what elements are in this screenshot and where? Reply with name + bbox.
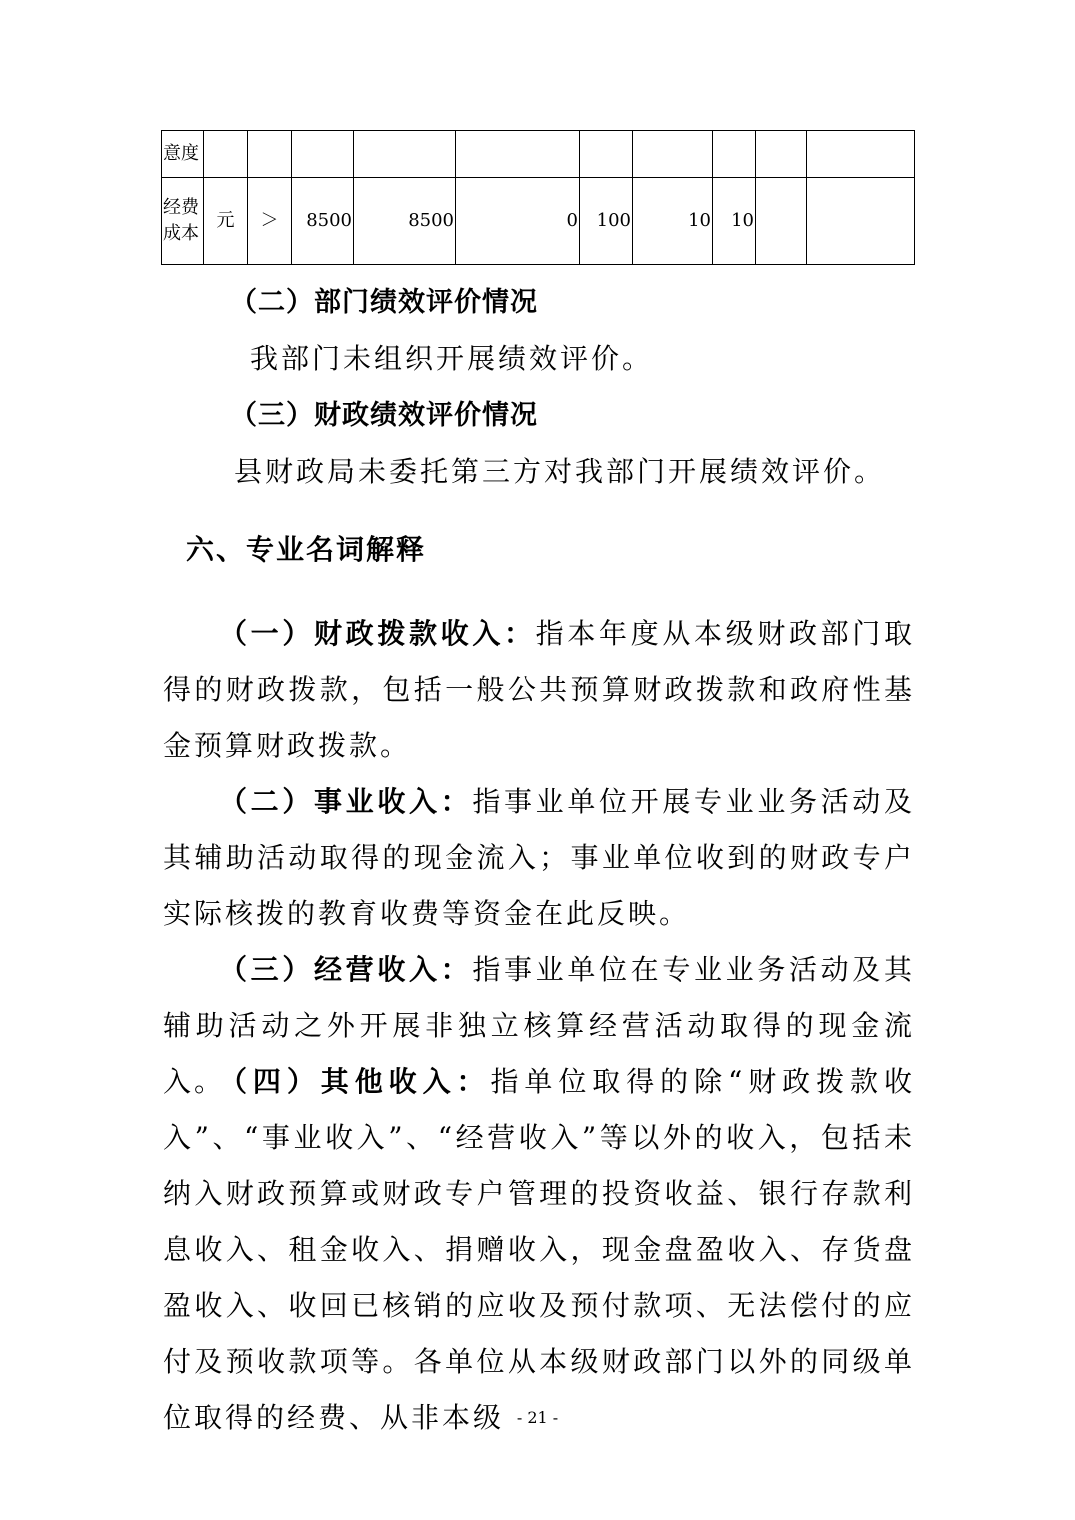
completion-cell: 100 [580, 178, 633, 265]
term-description: 指本年度从本级财政部门取得的财政拨款，包括一般公共预算财政拨款和政府性基金预算财政拨款。 [163, 617, 915, 762]
table-cell [633, 131, 713, 178]
table-cell [292, 131, 354, 178]
table-cell [580, 131, 633, 178]
table-row [162, 178, 915, 265]
term-description: 指单位取得的除“财政拨款收入”、“事业收入”、“经营收入”等以外的收入，包括未纳入财政预算或财政专户管理的投资收益、银行存款利息收入、租金收入、捐赠收入，现金盘盈收入、存货盘盈收入、收回已核销的应收及预付款项、无法偿付的应付及预收款项等。各单位从本级财政部门以外的同级单位取得的经费、从非本级 [163, 1065, 915, 1434]
term-title: （四）其他收入： [219, 1065, 491, 1098]
indicator-name-cell: 经费成本 [162, 178, 204, 265]
section-heading: （三）财政绩效评价情况 [230, 400, 538, 431]
term-title: （一）财政拨款收入： [219, 617, 536, 650]
term-paragraph [163, 606, 915, 774]
section-text: 我部门未组织开展绩效评价。 [250, 342, 654, 375]
reason-cell [756, 178, 807, 265]
table-cell [204, 131, 248, 178]
score-cell: 10 [713, 178, 756, 265]
target-value-cell: 8500 [292, 178, 354, 265]
table-cell [713, 131, 756, 178]
unit-cell: 元 [204, 178, 248, 265]
table-cell [807, 131, 915, 178]
performance-table [161, 130, 915, 265]
term-paragraph [163, 774, 915, 942]
indicator-name-cell: 意度 [162, 131, 204, 178]
table-cell [354, 131, 456, 178]
deviation-cell: 0 [456, 178, 580, 265]
table-row [162, 131, 915, 178]
table-cell [756, 131, 807, 178]
term-description: 指事业单位开展专业业务活动及其辅助活动取得的现金流入；事业单位收到的财政专户实际核拨的教育收费等资金在此反映。 [163, 785, 915, 930]
term-paragraph [163, 1054, 915, 1446]
term-title: （二）事业收入： [219, 785, 473, 818]
table-cell [456, 131, 580, 178]
weight-cell: 10 [633, 178, 713, 265]
chapter-heading: 六、专业名词解释 [186, 533, 427, 566]
page-number: - 21 - [516, 1408, 559, 1427]
term-title: （三）经营收入： [219, 953, 473, 986]
section-text: 县财政局未委托第三方对我部门开展绩效评价。 [234, 455, 886, 488]
remark-cell [807, 178, 915, 265]
operator-cell: ＞ [248, 178, 292, 265]
term-description: 指事业单位在专业业务活动及其辅助活动之外开展非独立核算经营活动取得的现金流入。 [163, 953, 915, 1098]
actual-value-cell: 8500 [354, 178, 456, 265]
table-cell [248, 131, 292, 178]
section-heading: （二）部门绩效评价情况 [230, 287, 538, 318]
